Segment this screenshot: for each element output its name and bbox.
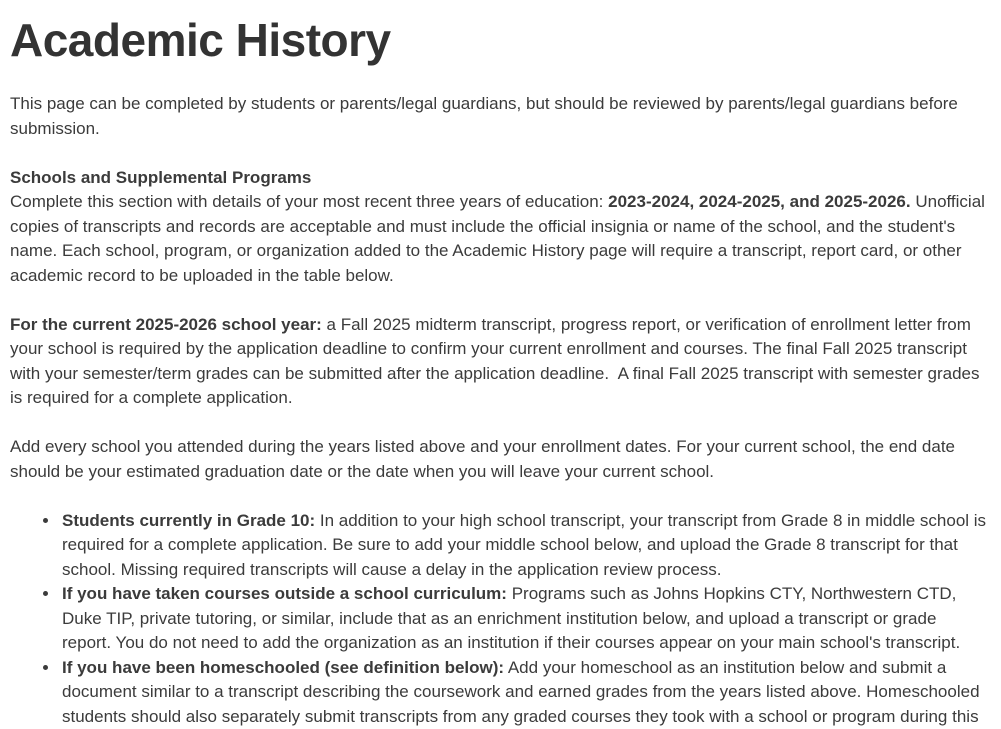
list-item-outside-curriculum-text: Programs such as Johns Hopkins CTY, Northwestern CTD, Duke TIP, private tutoring, or similar, include that as an enrichment institution below, and upload a transcript or grade report. You do not need to add the organization as an institution if their courses appear on your main school's transcript. — [62, 584, 961, 652]
academic-history-page — [0, 12, 1001, 729]
current-year-text: a Fall 2025 midterm transcript, progress report, or verification of enrollment letter from your school is required by the application deadline to confirm your current enrollment and courses. The final Fall 2025 transcript with your semester/term grades can be submitted after the application deadline. A final Fall 2025 transcript with semester grades is required for a complete application. — [10, 315, 984, 408]
list-item-homeschooled-lead: If you have been homeschooled (see definition below): — [62, 658, 504, 677]
section-body-text-before-years: Complete this section with details of your most recent three years of education: — [10, 192, 608, 211]
list-item-outside-curriculum-lead: If you have taken courses outside a school curriculum: — [62, 584, 507, 603]
list-item-grade10-text: In addition to your high school transcript, your transcript from Grade 8 in middle school is required for a complete application. Be sure to add your middle school below, and upload the Grade 8 transcript for that school. Missing required transcripts will cause a delay in the application review process. — [62, 511, 991, 579]
list-item-homeschooled — [60, 656, 990, 729]
section-heading: Schools and Supplemental Programs — [10, 166, 990, 191]
list-item-grade10 — [60, 509, 990, 583]
current-year-paragraph — [10, 313, 990, 411]
section-body-school-years: 2023-2024, 2024-2025, and 2025-2026. — [608, 192, 910, 211]
list-item-grade10-lead: Students currently in Grade 10: — [62, 511, 315, 530]
list-item-homeschooled-text: Add your homeschool as an institution below and submit a document similar to a transcript describing the coursework and earned grades from the years listed above. Homeschooled students should also separately submit transcripts from any graded courses they took with a school or program during this — [62, 658, 984, 726]
add-schools-paragraph: Add every school you attended during the years listed above and your enrollment dates. For your current school, the end date should be your estimated graduation date or the date when you will leave your current school. — [10, 435, 990, 484]
section-body-paragraph — [10, 190, 990, 288]
intro-paragraph: This page can be completed by students or parents/legal guardians, but should be reviewed by parents/legal guardians before submission. — [10, 92, 990, 141]
current-year-lead: For the current 2025-2026 school year: — [10, 315, 322, 334]
list-item-outside-curriculum — [60, 582, 990, 656]
section-body-text-after-years: Unofficial copies of transcripts and records are acceptable and must include the official insignia or name of the school, and the student's name. Each school, program, or organization added to the Academic History page will require a transcript, report card, or other academic record to be uploaded in the table below. — [10, 192, 990, 285]
page-title: Academic History — [10, 12, 990, 68]
instructions-list — [10, 509, 990, 729]
